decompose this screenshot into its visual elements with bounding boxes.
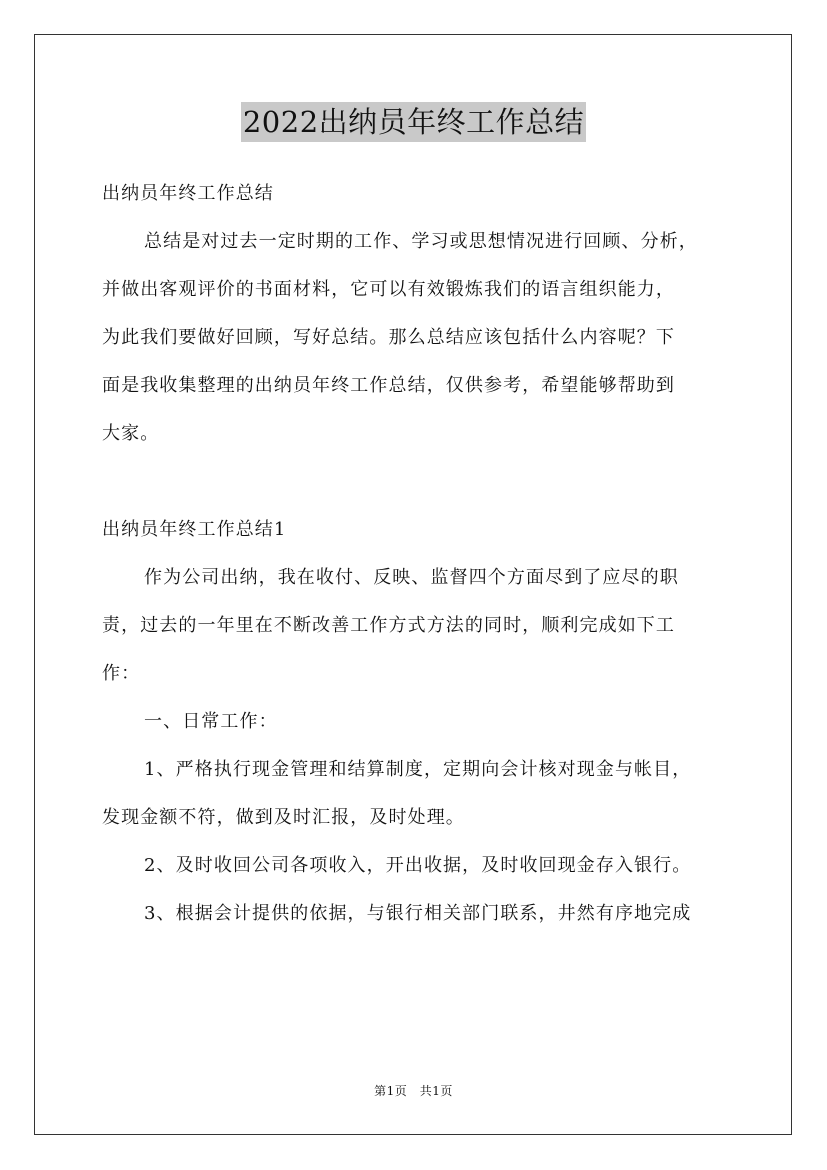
intro-paragraph-line: 面是我收集整理的出纳员年终工作总结，仅供参考，希望能够帮助到 <box>102 375 675 396</box>
section1-paragraph-line: 作： <box>102 663 141 684</box>
intro-paragraph-line: 为此我们要做好回顾，写好总结。那么总结应该包括什么内容呢？下 <box>102 327 675 348</box>
intro-paragraph-line: 总结是对过去一定时期的工作、学习或思想情况进行回顾、分析， <box>144 231 698 252</box>
intro-paragraph-line: 大家。 <box>102 423 160 444</box>
list-item-1-line: 1、严格执行现金管理和结算制度，定期向会计核对现金与帐目， <box>144 759 692 780</box>
document-body <box>102 170 742 938</box>
section1-paragraph-line: 责，过去的一年里在不断改善工作方式方法的同时，顺利完成如下工 <box>102 615 675 636</box>
subheading-daily-work: 一、日常工作： <box>144 711 278 732</box>
section-heading-intro: 出纳员年终工作总结 <box>102 183 274 204</box>
list-item-3-line: 3、根据会计提供的依据，与银行相关部门联系，井然有序地完成 <box>144 903 692 924</box>
section1-paragraph-line: 作为公司出纳，我在收付、反映、监督四个方面尽到了应尽的职 <box>144 567 679 588</box>
intro-paragraph-line: 并做出客观评价的书面材料，它可以有效锻炼我们的语言组织能力， <box>102 279 675 300</box>
section-heading-1: 出纳员年终工作总结1 <box>102 519 287 540</box>
title-container <box>0 102 827 142</box>
paragraph-spacer <box>102 458 742 506</box>
list-item-2-line: 2、及时收回公司各项收入，开出收据，及时收回现金存入银行。 <box>144 855 692 876</box>
page-footer: 第1页 共1页 <box>374 1084 453 1098</box>
list-item-1-line: 发现金额不符，做到及时汇报，及时处理。 <box>102 807 465 828</box>
document-title: 2022出纳员年终工作总结 <box>241 102 586 142</box>
